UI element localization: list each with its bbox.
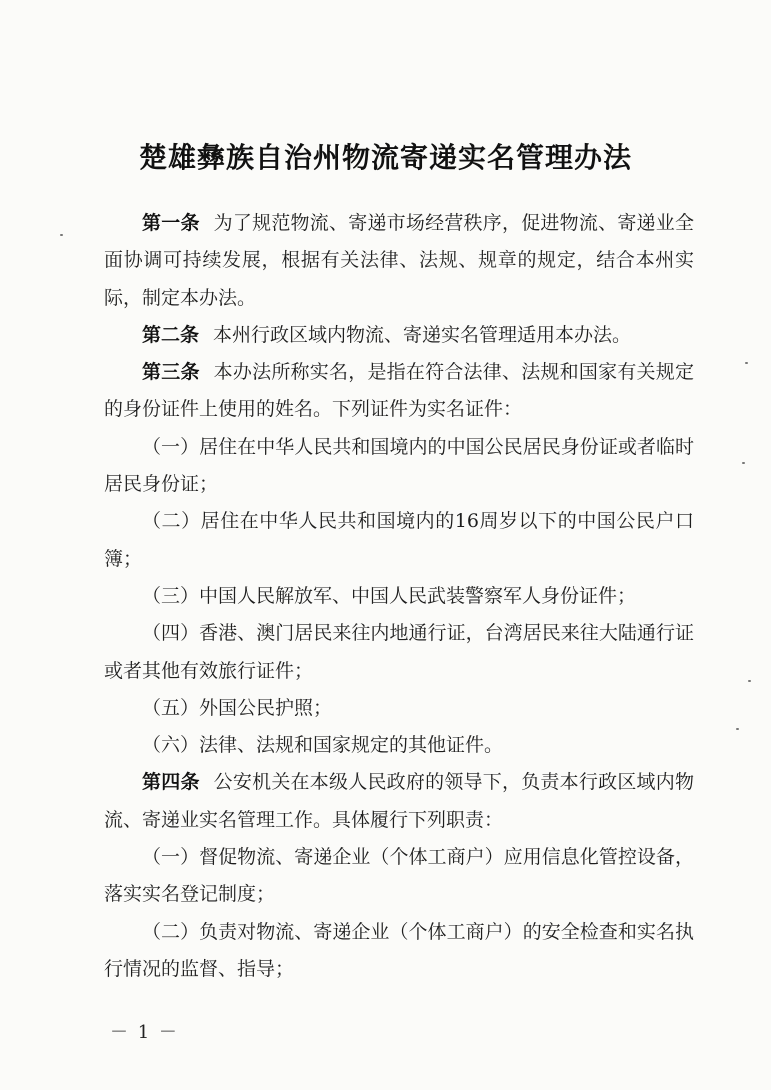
paragraph-text: （五）外国公民护照；: [142, 696, 333, 719]
scan-speck: [60, 234, 63, 236]
paragraph-text: （三）中国人民解放军、中国人民武装警察军人身份证件；: [142, 584, 637, 607]
article-2-paragraph: [104, 317, 694, 354]
paragraph-text: 本办法所称实名，是指在符合法律、法规和国家有关规定的身份证件上使用的姓名。下列证件为实名证件：: [104, 361, 694, 421]
scan-speck: [742, 462, 745, 464]
paragraph-text: 为了规范物流、寄递市场经营秩序，促进物流、寄递业全面协调可持续发展，根据有关法律、法规、规章的规定，结合本州实际，制定本办法。: [104, 212, 694, 309]
list-item: [104, 839, 694, 914]
list-item: [104, 727, 694, 764]
document-title: 楚雄彝族自治州物流寄递实名管理办法: [138, 141, 632, 174]
list-item: [104, 914, 694, 989]
scan-speck: [736, 728, 739, 730]
list-item: [104, 503, 694, 578]
article-label: 第四条: [142, 771, 200, 794]
scan-speck: [745, 362, 748, 364]
page-number: － 1 －: [110, 1022, 179, 1043]
paragraph-text: （二）负责对物流、寄递企业（个体工商户）的安全检查和实名执行情况的监督、指导；: [104, 920, 694, 980]
article-label: 第二条: [142, 323, 200, 346]
article-3-paragraph: [104, 354, 694, 429]
paragraph-text: （四）香港、澳门居民来往内地通行证，台湾居民来往大陆通行证或者其他有效旅行证件；: [104, 622, 694, 682]
article-4-paragraph: [104, 764, 694, 839]
paragraph-text: （一）督促物流、寄递企业（个体工商户）应用信息化管控设备，落实实名登记制度；: [104, 846, 694, 906]
list-item: [104, 690, 694, 727]
paragraph-text: （六）法律、法规和国家规定的其他证件。: [142, 734, 504, 757]
document-body: [104, 205, 694, 988]
paragraph-text: 公安机关在本级人民政府的领导下，负责本行政区域内物流、寄递业实名管理工作。具体履行下列职责：: [104, 771, 694, 831]
paragraph-text: 本州行政区域内物流、寄递实名管理适用本办法。: [213, 323, 632, 346]
list-item: [104, 615, 694, 690]
list-item: [104, 578, 694, 615]
paragraph-text: （二）居住在中华人民共和国境内的16周岁以下的中国公民户口簿；: [104, 510, 694, 570]
article-label: 第三条: [142, 361, 200, 384]
article-1-paragraph: [104, 205, 694, 317]
article-label: 第一条: [142, 212, 200, 234]
paragraph-text: （一）居住在中华人民共和国境内的中国公民居民身份证或者临时居民身份证；: [104, 435, 694, 496]
scan-speck: [748, 680, 751, 682]
list-item: [104, 429, 694, 504]
